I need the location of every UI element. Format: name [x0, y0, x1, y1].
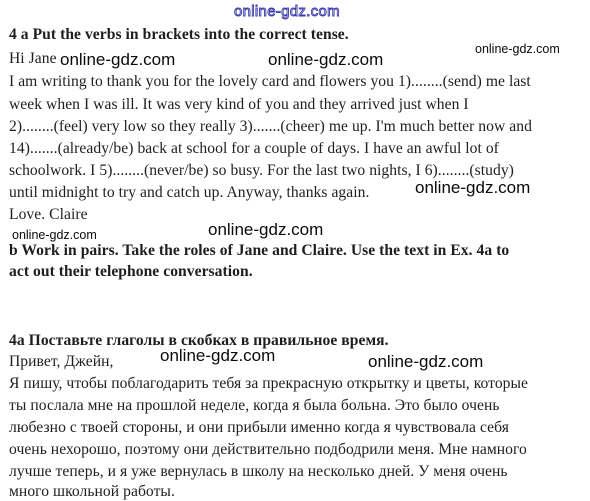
letter-line-6: until midnight to try and catch up. Anyway, thanks again.: [9, 184, 370, 201]
watermark: online-gdz.com: [268, 50, 384, 69]
exercise-4b-line-1: b Work in pairs. Take the roles of Jane and Claire. Use the text in Ex. 4a to: [9, 242, 510, 259]
watermark: online-gdz.com: [368, 352, 484, 371]
letter-greeting: Hi Jane: [9, 50, 57, 67]
watermark: online-gdz.com: [12, 228, 97, 242]
watermark: online-gdz.com: [208, 220, 324, 239]
russian-line-3: любезно с твоей стороны, и они прибыли именно когда я чувствовала себя: [9, 419, 509, 436]
russian-heading: 4а Поставьте глаголы в скобках в правильное время.: [9, 332, 389, 349]
russian-line-1: Я пишу, чтобы поблагодарить тебя за прекрасную открытку и цветы, которые: [9, 375, 529, 392]
watermark: online-gdz.com: [60, 50, 176, 69]
watermark: online-gdz.com: [160, 346, 276, 365]
letter-line-2: week when I was ill. It was very kind of you and they arrived just when I: [9, 96, 469, 113]
letter-line-5: schoolwork. I 5)........(never/be) so busy. For the last two nights, I 6)........(study): [9, 162, 514, 179]
letter-line-3: 2)........(feel) very low so they really 3).......(cheer) me up. I'm much better now and: [9, 118, 532, 135]
russian-greeting: Привет, Джейн,: [9, 353, 114, 370]
watermark: online-gdz.com: [415, 178, 531, 197]
russian-line-6: много школьной работы.: [9, 483, 175, 500]
letter-line-4: 14).......(already/be) back at school for a couple of days. I have an awful lot of: [9, 140, 499, 157]
exercise-4b-line-2: act out their telephone conversation.: [9, 263, 253, 280]
russian-line-4: очень нехорошо, поэтому они действительно подбодрили меня. Мне намного: [9, 441, 527, 458]
russian-line-5: лучше теперь, и я уже вернулась в школу на несколько дней. У меня очень: [9, 463, 508, 480]
russian-line-2: ты послала мне на прошлой неделе, когда я была больна. Это было очень: [9, 397, 500, 414]
letter-signoff: Love. Claire: [9, 206, 88, 223]
watermark-top: online-gdz.com: [234, 3, 340, 20]
letter-line-1: I am writing to thank you for the lovely card and flowers you 1)........(send) me last: [9, 73, 531, 90]
watermark: online-gdz.com: [475, 42, 560, 56]
exercise-4a-heading: 4 a Put the verbs in brackets into the correct tense.: [9, 26, 349, 43]
